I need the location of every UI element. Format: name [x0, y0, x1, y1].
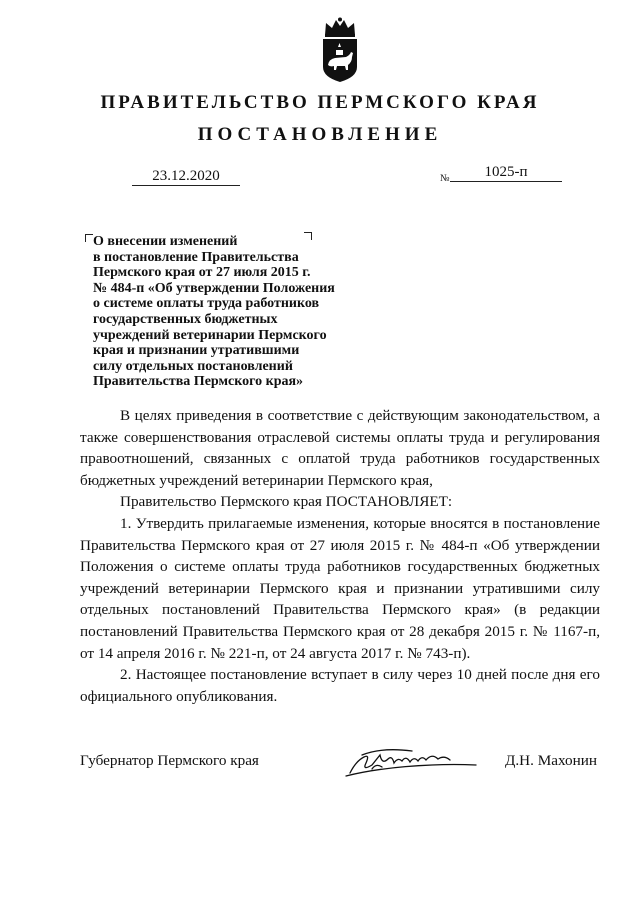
coat-of-arms-icon	[317, 17, 363, 83]
document-subject	[93, 234, 353, 390]
subject-line: силу отдельных постановлений	[93, 358, 293, 374]
document-number: 1025-п	[450, 164, 562, 182]
subject-corner-left	[85, 234, 93, 242]
subject-line: О внесении изменений	[93, 234, 238, 249]
subject-line: № 484-п «Об утверждении Положения	[93, 280, 335, 296]
signatory-name: Д.Н. Махонин	[505, 752, 597, 769]
resolution-clause: Правительство Пермского края ПОСТАНОВЛЯЕТ:	[120, 493, 453, 511]
document-date: 23.12.2020	[132, 168, 240, 186]
subject-line: края и признании утратившими	[93, 343, 300, 359]
subject-line: Правительства Пермского края»	[93, 374, 304, 390]
subject-line: в постановление Правительства	[93, 249, 299, 265]
document-type: ПОСТАНОВЛЕНИЕ	[197, 124, 443, 145]
number-label: №	[440, 173, 450, 184]
subject-line: Пермского края от 27 июля 2015 г.	[93, 265, 311, 281]
body-paragraph: 1. Утвердить прилагаемые изменения, которые вносятся в постановление Правительства Пермского края от 27 июля 2015 г. № 484-п «Об утверждении Положения о системе оплаты труда работников государственных бюджетных учреждений ветеринарии Пермского края и признании утратившими силу отдельных постановлений Правительства Пермского края» (в редакции постановлений Правительства Пермского края от 28 декабря 2015 г. № 1167-п, от 14 апреля 2016 г. № 221-п, от 24 августа 2017 г. № 743-п).	[80, 514, 600, 662]
document-body	[80, 405, 600, 707]
signatory-position: Губернатор Пермского края	[80, 752, 259, 769]
body-paragraph: 2. Настоящее постановление вступает в силу через 10 дней после дня его официального опубликования.	[80, 666, 600, 705]
signature-icon	[342, 743, 478, 779]
subject-line: государственных бюджетных	[93, 311, 278, 327]
subject-line: учреждений ветеринарии Пермского	[93, 327, 327, 343]
body-paragraph: В целях приведения в соответствие с действующим законодательством, а также совершенствования отраслевой системы оплаты труда и регулирования правоотношений, связанных с оплатой труда работников государственных бюджетных учреждений ветеринарии Пермского края,	[80, 407, 600, 489]
subject-line: о системе оплаты труда работников	[93, 296, 320, 312]
organization-title: ПРАВИТЕЛЬСТВО ПЕРМСКОГО КРАЯ	[100, 92, 540, 113]
